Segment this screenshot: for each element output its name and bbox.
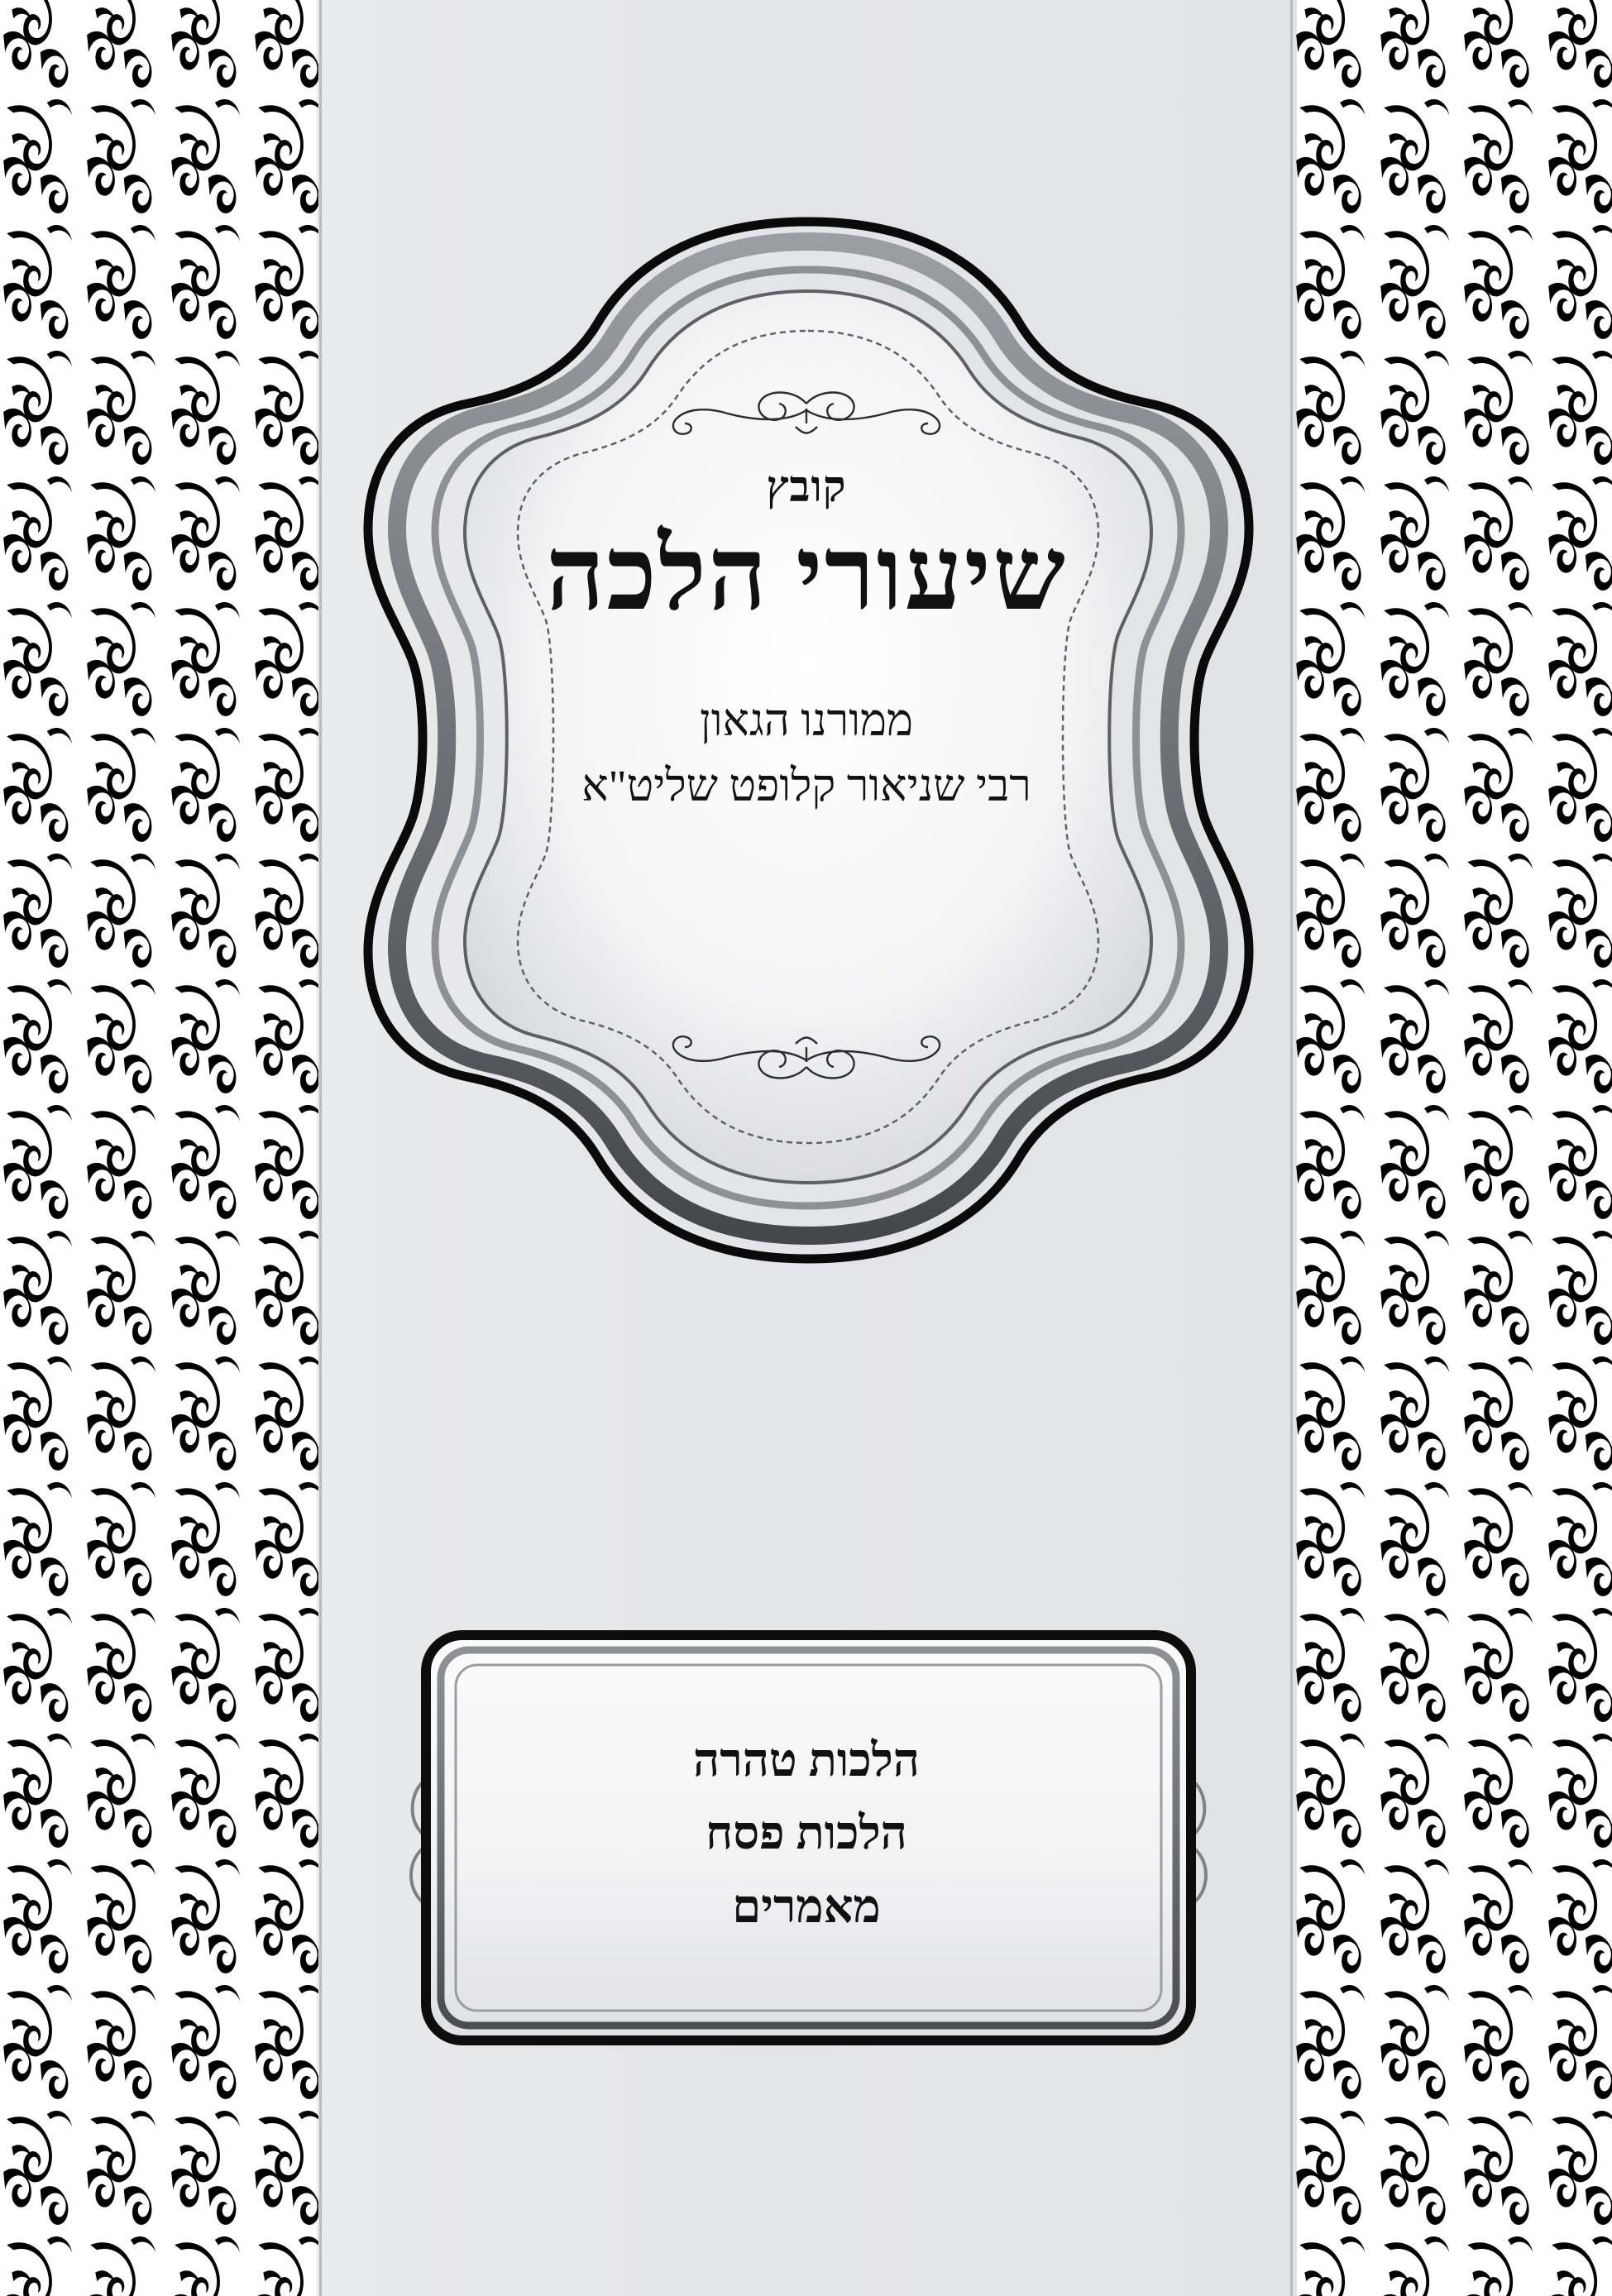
leaf-scroll-motif — [0, 218, 75, 344]
leaf-scroll-motif — [1293, 2230, 1369, 2296]
leaf-scroll-motif — [1537, 344, 1612, 470]
leaf-scroll-motif — [1452, 2230, 1537, 2296]
leaf-scroll-motif — [160, 721, 243, 847]
leaf-scroll-motif — [1369, 2230, 1453, 2296]
leaf-scroll-motif — [0, 596, 75, 721]
leaf-scroll-motif — [160, 596, 243, 721]
top-flourish-ornament — [612, 387, 1001, 453]
leaf-scroll-motif — [160, 1727, 243, 1853]
leaf-scroll-motif — [0, 1350, 75, 1476]
leaf-scroll-motif — [75, 596, 159, 721]
leaf-scroll-motif — [160, 93, 243, 218]
leaf-scroll-motif — [1293, 1978, 1369, 2104]
leaf-scroll-motif — [1369, 847, 1453, 973]
leaf-scroll-motif — [1537, 973, 1612, 1098]
leaf-scroll-motif — [1452, 1098, 1537, 1224]
cover-title-block — [389, 463, 1224, 818]
leaf-scroll-motif — [1537, 1476, 1612, 1601]
leaf-scroll-motif — [1537, 1350, 1612, 1476]
leaf-scroll-motif — [160, 2104, 243, 2230]
leaf-scroll-motif — [160, 1476, 243, 1601]
leaf-scroll-motif — [75, 973, 159, 1098]
leaf-scroll-motif — [1537, 596, 1612, 721]
leaf-scroll-motif — [1369, 1350, 1453, 1476]
leaf-scroll-motif — [75, 1601, 159, 1727]
contents-item: הלכות טהרה — [692, 1735, 920, 1787]
leaf-scroll-motif — [1537, 0, 1612, 93]
leaf-scroll-motif — [1293, 2104, 1369, 2230]
leaf-scroll-motif — [1537, 2230, 1612, 2296]
leaf-scroll-motif — [0, 973, 75, 1098]
leaf-scroll-motif — [75, 1224, 159, 1350]
leaf-scroll-motif — [1369, 1978, 1453, 2104]
leaf-scroll-motif — [1293, 1727, 1369, 1853]
leaf-scroll-motif — [1537, 1224, 1612, 1350]
leaf-scroll-motif — [1452, 973, 1537, 1098]
leaf-scroll-motif — [243, 0, 318, 93]
leaf-scroll-motif — [160, 1098, 243, 1224]
leaf-scroll-motif — [1452, 1727, 1537, 1853]
leaf-scroll-motif — [1369, 218, 1453, 344]
leaf-scroll-motif — [1369, 93, 1453, 218]
leaf-scroll-motif — [1452, 218, 1537, 344]
leaf-scroll-motif — [75, 1476, 159, 1601]
ornamental-band-left — [0, 0, 318, 2296]
leaf-scroll-motif — [75, 0, 159, 93]
leaf-scroll-motif — [1452, 1853, 1537, 1978]
leaf-scroll-motif — [1537, 470, 1612, 596]
leaf-scroll-motif — [1537, 847, 1612, 973]
contents-list — [471, 1724, 1141, 1944]
leaf-scroll-motif — [0, 721, 75, 847]
leaf-scroll-motif — [75, 1727, 159, 1853]
leaf-scroll-motif — [1369, 1098, 1453, 1224]
leaf-scroll-motif — [243, 1350, 318, 1476]
attribution-line-2: רבי שניאור קלופט שליט"א — [581, 760, 1031, 811]
leaf-scroll-motif — [0, 1978, 75, 2104]
leaf-scroll-motif — [1537, 1098, 1612, 1224]
leaf-scroll-motif — [1369, 344, 1453, 470]
leaf-scroll-motif — [75, 93, 159, 218]
page-title: שיעורי הלכה — [546, 518, 1067, 631]
leaf-scroll-motif — [1537, 721, 1612, 847]
leaf-scroll-motif — [1369, 0, 1453, 93]
leaf-scroll-motif — [160, 973, 243, 1098]
leaf-scroll-motif — [1369, 721, 1453, 847]
leaf-scroll-motif — [1537, 1601, 1612, 1727]
attribution-line-1: ממורנו הגאון — [699, 696, 914, 746]
leaf-scroll-motif — [0, 2230, 75, 2296]
leaf-scroll-motif — [160, 0, 243, 93]
leaf-scroll-motif — [160, 470, 243, 596]
leaf-scroll-motif — [75, 1853, 159, 1978]
leaf-scroll-motif — [1369, 1601, 1453, 1727]
leaf-scroll-motif — [160, 344, 243, 470]
leaf-scroll-motif — [1537, 1853, 1612, 1978]
leaf-scroll-motif — [75, 2104, 159, 2230]
leaf-scroll-motif — [75, 847, 159, 973]
leaf-scroll-motif — [1369, 470, 1453, 596]
leaf-scroll-motif — [0, 847, 75, 973]
leaf-scroll-motif — [1452, 1476, 1537, 1601]
leaf-scroll-motif — [0, 1098, 75, 1224]
leaf-scroll-motif — [1452, 1224, 1537, 1350]
leaf-scroll-motif — [1293, 1601, 1369, 1727]
leaf-scroll-motif — [243, 1978, 318, 2104]
leaf-scroll-motif — [75, 470, 159, 596]
leaf-scroll-motif — [75, 721, 159, 847]
leaf-scroll-motif — [0, 93, 75, 218]
leaf-scroll-motif — [1369, 1853, 1453, 1978]
leaf-scroll-motif — [75, 218, 159, 344]
leaf-scroll-motif — [1452, 1601, 1537, 1727]
leaf-scroll-motif — [1537, 218, 1612, 344]
leaf-scroll-motif — [0, 0, 75, 93]
leaf-scroll-motif — [1369, 1224, 1453, 1350]
leaf-scroll-motif — [1452, 0, 1537, 93]
leaf-scroll-motif — [1537, 93, 1612, 218]
leaf-scroll-motif-grid-left — [0, 0, 318, 2296]
leaf-scroll-motif — [243, 1476, 318, 1601]
leaf-scroll-motif — [160, 1350, 243, 1476]
leaf-scroll-motif — [1452, 721, 1537, 847]
leaf-scroll-motif — [1293, 1476, 1369, 1601]
leaf-scroll-motif — [1369, 596, 1453, 721]
leaf-scroll-motif — [0, 470, 75, 596]
leaf-scroll-motif — [1293, 1853, 1369, 1978]
leaf-scroll-motif — [75, 1098, 159, 1224]
leaf-scroll-motif — [160, 1601, 243, 1727]
leaf-scroll-motif — [0, 344, 75, 470]
leaf-scroll-motif — [1369, 1476, 1453, 1601]
leaf-scroll-motif — [1452, 344, 1537, 470]
leaf-scroll-motif — [160, 218, 243, 344]
leaf-scroll-motif — [0, 1601, 75, 1727]
leaf-scroll-motif — [160, 1224, 243, 1350]
leaf-scroll-motif — [75, 1978, 159, 2104]
leaf-scroll-motif — [243, 1727, 318, 1853]
leaf-scroll-motif — [160, 847, 243, 973]
ornamental-band-right — [1293, 0, 1612, 2296]
leaf-scroll-motif — [1537, 2104, 1612, 2230]
leaf-scroll-motif — [160, 1978, 243, 2104]
leaf-scroll-motif — [1369, 973, 1453, 1098]
leaf-scroll-motif — [160, 2230, 243, 2296]
leaf-scroll-motif — [160, 1853, 243, 1978]
leaf-scroll-motif — [1452, 1978, 1537, 2104]
leaf-scroll-motif — [1452, 2104, 1537, 2230]
leaf-scroll-motif — [1452, 1350, 1537, 1476]
leaf-scroll-motif — [1452, 93, 1537, 218]
leaf-scroll-motif — [1452, 470, 1537, 596]
leaf-scroll-motif — [75, 2230, 159, 2296]
leaf-scroll-motif-grid-right — [1293, 0, 1612, 2296]
leaf-scroll-motif — [243, 1853, 318, 1978]
leaf-scroll-motif — [1369, 1727, 1453, 1853]
leaf-scroll-motif — [75, 344, 159, 470]
leaf-scroll-motif — [1537, 1978, 1612, 2104]
leaf-scroll-motif — [0, 1727, 75, 1853]
leaf-scroll-motif — [0, 1853, 75, 1978]
contents-item: מאמרים — [732, 1881, 881, 1933]
leaf-scroll-motif — [0, 1476, 75, 1601]
leaf-scroll-motif — [1537, 1727, 1612, 1853]
leaf-scroll-motif — [0, 1224, 75, 1350]
leaf-scroll-motif — [243, 2104, 318, 2230]
kovetz-label: קובץ — [766, 464, 847, 511]
leaf-scroll-motif — [1293, 1350, 1369, 1476]
leaf-scroll-motif — [1369, 2104, 1453, 2230]
leaf-scroll-motif — [1452, 596, 1537, 721]
leaf-scroll-motif — [243, 1601, 318, 1727]
leaf-scroll-motif — [0, 2104, 75, 2230]
leaf-scroll-motif — [75, 1350, 159, 1476]
contents-item: הלכות פסח — [706, 1808, 907, 1860]
leaf-scroll-motif — [1452, 847, 1537, 973]
bottom-flourish-ornament — [612, 1017, 1001, 1083]
leaf-scroll-motif — [243, 2230, 318, 2296]
leaf-scroll-motif — [1293, 0, 1369, 93]
